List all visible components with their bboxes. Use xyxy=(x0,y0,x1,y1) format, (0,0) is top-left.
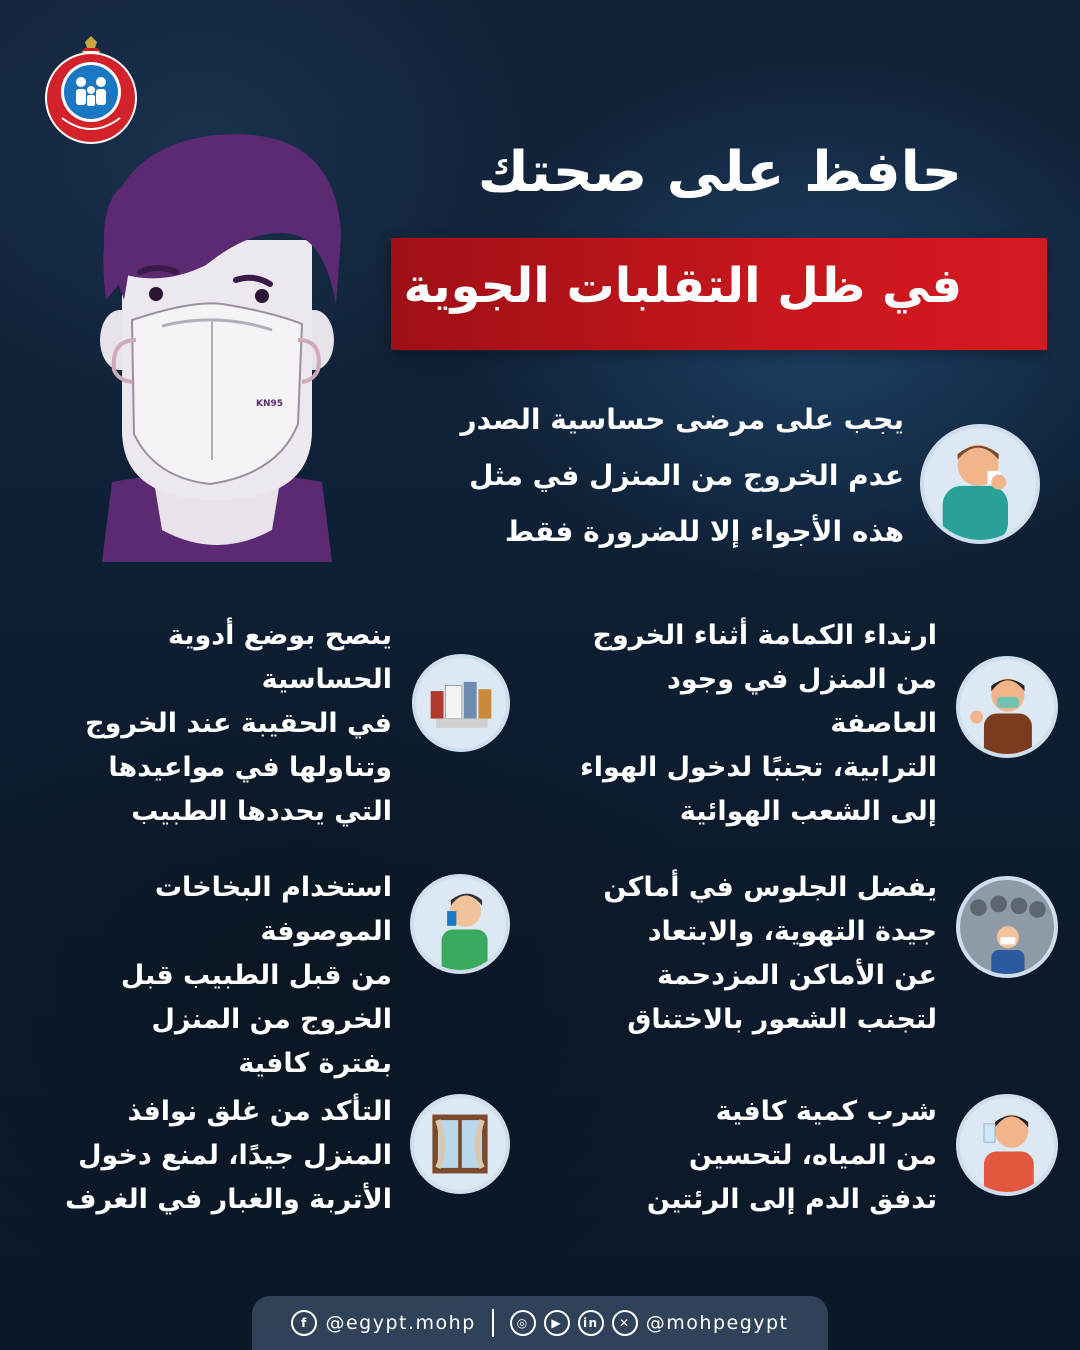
tip-wear-mask xyxy=(557,614,937,834)
tip-line: ينصح بوضع أدوية الحساسية xyxy=(167,620,392,695)
tip-ventilated-places xyxy=(577,866,937,1042)
page-title: حافظ على صحتك xyxy=(477,140,962,205)
page-subtitle: في ظل التقلبات الجوية xyxy=(403,258,962,314)
drinking-water-icon xyxy=(956,1094,1058,1196)
closed-window-icon xyxy=(410,1094,510,1194)
tip-line: إلى الشعب الهوائية xyxy=(679,796,937,827)
tip-line: جيدة التهوية، والابتعاد xyxy=(647,916,937,947)
tip-chest-allergy xyxy=(384,392,904,560)
tip-line: بفترة كافية xyxy=(238,1048,392,1079)
tip-drink-water xyxy=(597,1090,937,1222)
tip-line: المنزل جيدًا، لمنع دخول xyxy=(78,1140,392,1171)
tip-line: التأكد من غلق نوافذ xyxy=(127,1096,392,1127)
tip-line: وتناولها في مواعيدها xyxy=(108,752,392,783)
tip-line: من المنزل في وجود العاصفة xyxy=(667,664,937,739)
linkedin-icon[interactable]: in xyxy=(578,1310,604,1336)
inhaler-person-icon xyxy=(410,874,510,974)
masked-person-icon xyxy=(956,656,1058,758)
tip-line: استخدام البخاخات الموصوفة xyxy=(154,872,392,947)
tip-line: هذه الأجواء إلا للضرورة فقط xyxy=(504,515,904,548)
masked-face-illustration xyxy=(92,130,342,562)
tip-inhalers xyxy=(52,866,392,1086)
tip-line: يجب على مرضى حساسية الصدر xyxy=(460,403,904,436)
tip-line: عدم الخروج من المنزل في مثل xyxy=(469,459,904,492)
social-handle[interactable]: @mohpegypt xyxy=(645,1312,789,1334)
medicines-icon xyxy=(412,654,510,752)
tip-line: تدفق الدم إلى الرئتين xyxy=(646,1184,937,1215)
tip-line: لتجنب الشعور بالاختناق xyxy=(627,1004,937,1035)
tip-line: التي يحددها الطبيب xyxy=(131,796,392,827)
tip-line: الترابية، تجنبًا لدخول الهواء xyxy=(580,752,937,783)
tip-close-windows xyxy=(52,1090,392,1222)
crowd-icon xyxy=(956,876,1058,978)
facebook-handle[interactable]: @egypt.mohp xyxy=(325,1312,476,1334)
tip-line: الخروج من المنزل xyxy=(151,1004,392,1035)
tip-line: من قبل الطبيب قبل xyxy=(120,960,392,991)
tip-line: في الحقيبة عند الخروج xyxy=(85,708,392,739)
tip-line: عن الأماكن المزدحمة xyxy=(657,960,937,991)
tip-line: ارتداء الكمامة أثناء الخروج xyxy=(592,620,937,651)
tip-line: الأتربة والغبار في الغرف xyxy=(65,1184,392,1215)
footer-divider xyxy=(492,1309,494,1337)
facebook-icon[interactable]: f xyxy=(291,1310,317,1336)
coughing-person-icon xyxy=(920,424,1040,544)
tip-allergy-medicines xyxy=(52,614,392,834)
tip-line: شرب كمية كافية xyxy=(715,1096,937,1127)
social-footer xyxy=(252,1296,828,1350)
tip-line: من المياه، لتحسين xyxy=(688,1140,937,1171)
x-icon[interactable]: ✕ xyxy=(612,1310,638,1336)
youtube-icon[interactable]: ▶ xyxy=(544,1310,570,1336)
instagram-icon[interactable]: ◎ xyxy=(510,1310,536,1336)
tip-line: يفضل الجلوس في أماكن xyxy=(603,872,937,903)
kn95-label: KN95 xyxy=(256,399,284,409)
